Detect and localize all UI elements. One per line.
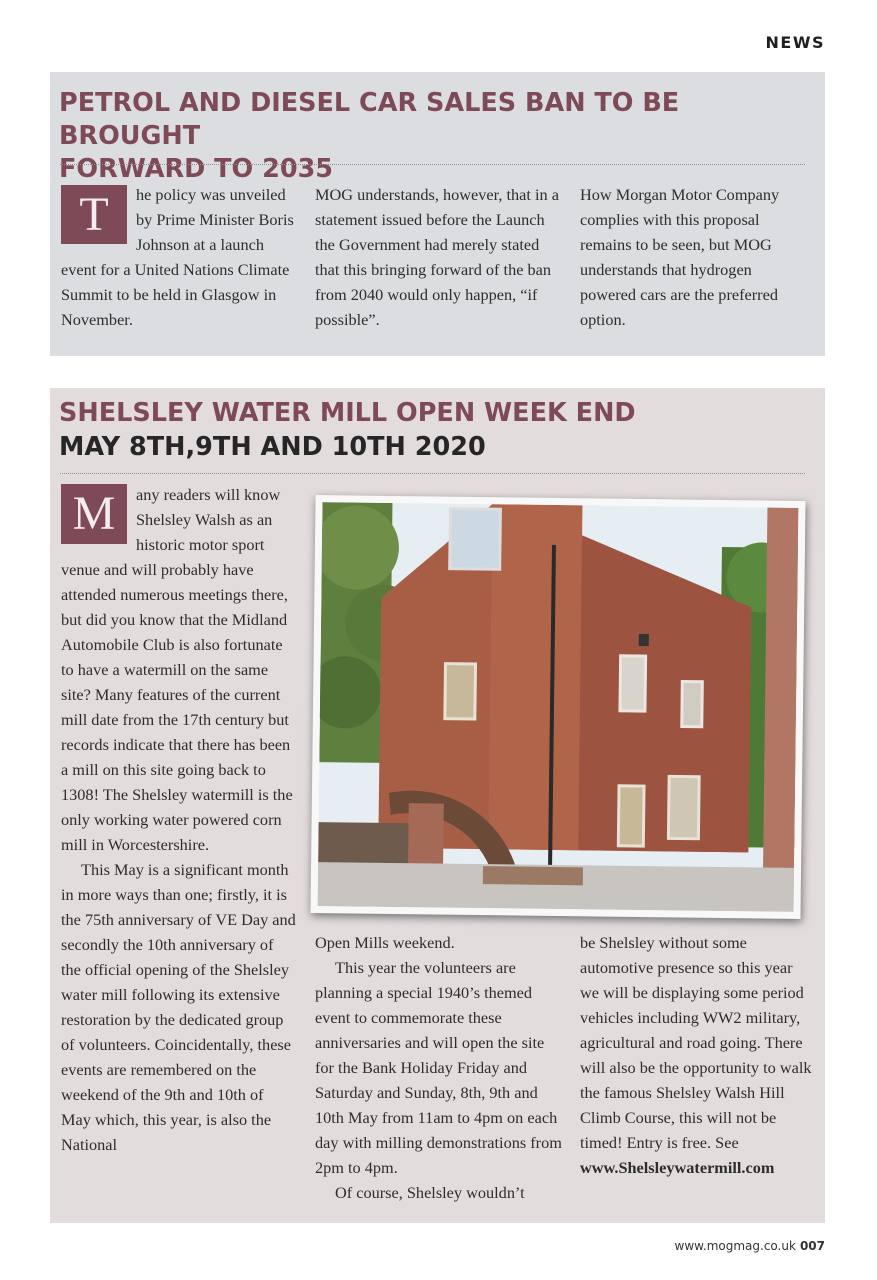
dotted-divider xyxy=(60,164,805,165)
article-subheadline: MAY 8TH,9TH AND 10TH 2020 xyxy=(59,432,486,462)
news-article-petrol-diesel xyxy=(50,72,825,356)
article-headline: SHELSLEY WATER MILL OPEN WEEK END xyxy=(59,398,636,428)
drop-cap: M xyxy=(61,484,127,544)
headline-line-1: PETROL AND DIESEL CAR SALES BAN TO BE BROUGHT xyxy=(59,88,680,151)
drop-cap: T xyxy=(61,185,127,244)
headline-line-2: FORWARD TO 2035 xyxy=(59,154,334,184)
article-column-3 xyxy=(580,182,810,332)
article-column-2 xyxy=(315,182,560,332)
column-text: MOG understands, however, that in a statement issued before the Launch the Government had merely stated that this bringing forward of the ban from 2040 would only happen, “if possible”. xyxy=(315,185,559,329)
page-footer xyxy=(675,1239,825,1253)
article-headline xyxy=(59,87,825,186)
section-label: NEWS xyxy=(765,33,825,52)
column-text: Open Mills weekend. xyxy=(315,933,455,952)
column-text: any readers will know Shelsley Walsh as an historic motor sport venue and will probably have attended numerous meetings there, but did you know that the Midland Automobile Club is also fortunate to have a watermill on the same site? Many features of the current mill date from the 17th century but records indicate that there has been a mill on this site going back to 1308! The Shelsley watermill is the only working water powered corn mill in Worcestershire. xyxy=(61,485,293,854)
watermill-illustration xyxy=(318,502,799,912)
article-column-1 xyxy=(61,182,301,332)
page-number: 007 xyxy=(799,1239,825,1253)
footer-url[interactable]: www.mogmag.co.uk xyxy=(674,1239,796,1253)
article-column-3 xyxy=(580,930,815,1180)
watermill-photo xyxy=(310,495,805,919)
website-link[interactable]: www.Shelsleywatermill.com xyxy=(580,1158,775,1177)
column-text: he policy was unveiled by Prime Minister Boris Johnson at a launch event for a United Nations Climate Summit to be held in Glasgow in November. xyxy=(61,185,294,329)
article-column-2 xyxy=(315,930,565,1205)
column-text: This May is a significant month in more ways than one; firstly, it is the 75th anniversary of VE Day and secondly the 10th anniversary of the official opening of the Shelsley water mill following its extensive restoration by the dedicated group of volunteers. Coincidentally, these events are remembered on the weekend of the 9th and 10th of May which, this year, is also the National xyxy=(61,860,296,1154)
dotted-divider xyxy=(60,473,805,474)
column-text: Of course, Shelsley wouldn’t xyxy=(335,1183,525,1202)
column-text: be Shelsley without some automotive presence so this year we will be displaying some period vehicles including WW2 military, agricultural and road going. There will also be the opportunity to walk the famous Shelsley Walsh Hill Climb Course, this will not be timed! Entry is free. See xyxy=(580,933,812,1152)
article-column-1 xyxy=(61,482,297,1157)
column-text: This year the volunteers are planning a special 1940’s themed event to commemorate these anniversaries and will open the site for the Bank Holiday Friday and Saturday and Sunday, 8th, 9th and 10th May from 11am to 4pm on each day with milling demonstrations from 2pm to 4pm. xyxy=(315,958,562,1177)
column-text: How Morgan Motor Company complies with this proposal remains to be seen, but MOG understands that hydrogen powered cars are the preferred option. xyxy=(580,185,780,329)
